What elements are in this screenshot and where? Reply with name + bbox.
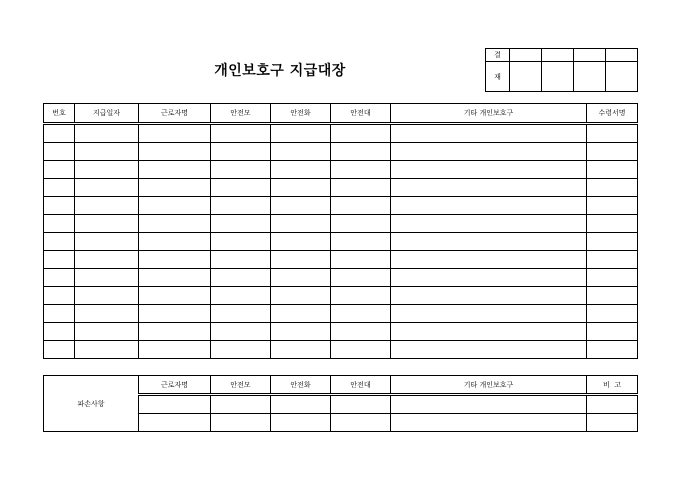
table-cell[interactable] bbox=[75, 197, 139, 215]
header-number: 번호 bbox=[44, 104, 75, 124]
table-cell[interactable] bbox=[271, 179, 331, 197]
damage-header-worker-name: 근로자명 bbox=[139, 376, 211, 395]
table-cell[interactable] bbox=[331, 341, 391, 359]
table-cell[interactable] bbox=[331, 215, 391, 233]
table-cell[interactable] bbox=[44, 341, 75, 359]
table-cell[interactable] bbox=[587, 179, 638, 197]
table-row bbox=[44, 305, 638, 323]
table-row bbox=[44, 287, 638, 305]
table-cell[interactable] bbox=[587, 124, 638, 143]
table-cell[interactable] bbox=[587, 269, 638, 287]
damage-cell[interactable] bbox=[391, 395, 587, 414]
table-cell[interactable] bbox=[75, 161, 139, 179]
table-row bbox=[44, 269, 638, 287]
table-cell[interactable] bbox=[75, 323, 139, 341]
table-cell[interactable] bbox=[211, 143, 271, 161]
table-cell[interactable] bbox=[391, 197, 587, 215]
table-cell[interactable] bbox=[211, 197, 271, 215]
approval-cell[interactable] bbox=[574, 49, 606, 62]
damage-header-remarks: 비 고 bbox=[587, 376, 638, 395]
table-cell[interactable] bbox=[331, 269, 391, 287]
table-cell[interactable] bbox=[44, 323, 75, 341]
table-cell[interactable] bbox=[587, 143, 638, 161]
table-cell[interactable] bbox=[271, 341, 331, 359]
table-cell[interactable] bbox=[75, 305, 139, 323]
table-cell[interactable] bbox=[44, 161, 75, 179]
table-cell[interactable] bbox=[139, 215, 211, 233]
table-cell[interactable] bbox=[139, 124, 211, 143]
table-cell[interactable] bbox=[139, 251, 211, 269]
table-cell[interactable] bbox=[211, 124, 271, 143]
table-cell[interactable] bbox=[331, 323, 391, 341]
table-cell[interactable] bbox=[75, 124, 139, 143]
table-cell[interactable] bbox=[271, 323, 331, 341]
table-cell[interactable] bbox=[75, 251, 139, 269]
table-cell[interactable] bbox=[44, 124, 75, 143]
table-cell[interactable] bbox=[44, 287, 75, 305]
table-cell[interactable] bbox=[75, 143, 139, 161]
header-other-ppe: 기타 개인보호구 bbox=[391, 104, 587, 124]
approval-label-bottom: 재 bbox=[486, 62, 510, 92]
table-cell[interactable] bbox=[391, 323, 587, 341]
table-cell[interactable] bbox=[75, 215, 139, 233]
approval-cell[interactable] bbox=[542, 49, 574, 62]
damage-cell[interactable] bbox=[271, 395, 331, 414]
table-cell[interactable] bbox=[271, 305, 331, 323]
table-cell[interactable] bbox=[75, 233, 139, 251]
damage-header-safety-belt: 안전대 bbox=[331, 376, 391, 395]
table-cell[interactable] bbox=[75, 179, 139, 197]
damage-cell[interactable] bbox=[331, 414, 391, 432]
table-cell[interactable] bbox=[44, 305, 75, 323]
table-row bbox=[44, 341, 638, 359]
table-cell[interactable] bbox=[211, 215, 271, 233]
table-cell[interactable] bbox=[391, 341, 587, 359]
table-cell[interactable] bbox=[139, 323, 211, 341]
table-cell[interactable] bbox=[139, 179, 211, 197]
table-cell[interactable] bbox=[391, 269, 587, 287]
table-cell[interactable] bbox=[391, 287, 587, 305]
approval-box bbox=[485, 48, 638, 92]
damage-cell[interactable] bbox=[587, 414, 638, 432]
table-cell[interactable] bbox=[271, 251, 331, 269]
table-cell[interactable] bbox=[391, 251, 587, 269]
approval-sign-cell[interactable] bbox=[510, 62, 542, 92]
table-row bbox=[44, 233, 638, 251]
table-cell[interactable] bbox=[271, 215, 331, 233]
header-safety-belt: 안전대 bbox=[331, 104, 391, 124]
table-cell[interactable] bbox=[271, 287, 331, 305]
table-cell[interactable] bbox=[331, 143, 391, 161]
approval-cell[interactable] bbox=[510, 49, 542, 62]
table-cell[interactable] bbox=[44, 143, 75, 161]
table-cell[interactable] bbox=[44, 269, 75, 287]
table-cell[interactable] bbox=[211, 287, 271, 305]
table-row bbox=[44, 124, 638, 143]
table-cell[interactable] bbox=[211, 341, 271, 359]
table-cell[interactable] bbox=[139, 341, 211, 359]
table-cell[interactable] bbox=[75, 287, 139, 305]
table-cell[interactable] bbox=[391, 179, 587, 197]
approval-sign-cell[interactable] bbox=[574, 62, 606, 92]
table-cell[interactable] bbox=[44, 251, 75, 269]
table-cell[interactable] bbox=[211, 251, 271, 269]
table-row bbox=[44, 251, 638, 269]
table-cell[interactable] bbox=[75, 341, 139, 359]
table-cell[interactable] bbox=[271, 143, 331, 161]
damage-header-helmet: 안전모 bbox=[211, 376, 271, 395]
table-cell[interactable] bbox=[139, 233, 211, 251]
damage-cell[interactable] bbox=[331, 395, 391, 414]
table-cell[interactable] bbox=[139, 161, 211, 179]
table-row bbox=[44, 215, 638, 233]
table-cell[interactable] bbox=[587, 197, 638, 215]
table-cell[interactable] bbox=[75, 269, 139, 287]
table-row bbox=[44, 323, 638, 341]
table-cell[interactable] bbox=[139, 143, 211, 161]
table-cell[interactable] bbox=[587, 323, 638, 341]
table-row bbox=[44, 161, 638, 179]
damage-table bbox=[43, 375, 638, 432]
table-row bbox=[44, 179, 638, 197]
table-row bbox=[44, 143, 638, 161]
table-cell[interactable] bbox=[587, 341, 638, 359]
table-cell[interactable] bbox=[331, 305, 391, 323]
damage-cell[interactable] bbox=[211, 414, 271, 432]
table-cell[interactable] bbox=[211, 161, 271, 179]
table-cell[interactable] bbox=[391, 124, 587, 143]
table-cell[interactable] bbox=[391, 233, 587, 251]
damage-cell[interactable] bbox=[391, 414, 587, 432]
table-cell[interactable] bbox=[271, 197, 331, 215]
table-cell[interactable] bbox=[331, 124, 391, 143]
damage-cell[interactable] bbox=[271, 414, 331, 432]
header-issue-date: 지급일자 bbox=[75, 104, 139, 124]
table-cell[interactable] bbox=[587, 287, 638, 305]
header-receipt-signature: 수령서명 bbox=[587, 104, 638, 124]
approval-label-top: 결 bbox=[486, 49, 510, 62]
table-cell[interactable] bbox=[211, 323, 271, 341]
table-cell[interactable] bbox=[587, 233, 638, 251]
table-cell[interactable] bbox=[139, 287, 211, 305]
damage-cell[interactable] bbox=[211, 395, 271, 414]
table-cell[interactable] bbox=[331, 179, 391, 197]
page-title: 개인보호구 지급대장 bbox=[214, 63, 346, 79]
table-cell[interactable] bbox=[44, 215, 75, 233]
table-cell[interactable] bbox=[211, 233, 271, 251]
approval-sign-cell[interactable] bbox=[606, 62, 638, 92]
table-cell[interactable] bbox=[271, 269, 331, 287]
header-worker-name: 근로자명 bbox=[139, 104, 211, 124]
table-cell[interactable] bbox=[331, 161, 391, 179]
damage-cell[interactable] bbox=[139, 414, 211, 432]
table-cell[interactable] bbox=[587, 215, 638, 233]
header-helmet: 안전모 bbox=[211, 104, 271, 124]
table-cell[interactable] bbox=[331, 251, 391, 269]
table-cell[interactable] bbox=[331, 233, 391, 251]
table-cell[interactable] bbox=[211, 179, 271, 197]
table-cell[interactable] bbox=[391, 143, 587, 161]
table-cell[interactable] bbox=[44, 233, 75, 251]
table-cell[interactable] bbox=[44, 197, 75, 215]
table-cell[interactable] bbox=[271, 233, 331, 251]
table-cell[interactable] bbox=[271, 124, 331, 143]
table-cell[interactable] bbox=[44, 179, 75, 197]
table-row bbox=[44, 197, 638, 215]
table-cell[interactable] bbox=[331, 197, 391, 215]
table-cell[interactable] bbox=[587, 305, 638, 323]
approval-cell[interactable] bbox=[606, 49, 638, 62]
table-cell[interactable] bbox=[587, 161, 638, 179]
table-cell[interactable] bbox=[391, 215, 587, 233]
header-safety-shoes: 안전화 bbox=[271, 104, 331, 124]
issue-ledger-table bbox=[43, 103, 638, 359]
damage-header-other-ppe: 기타 개인보호구 bbox=[391, 376, 587, 395]
table-cell[interactable] bbox=[211, 269, 271, 287]
damage-cell[interactable] bbox=[139, 395, 211, 414]
damage-cell[interactable] bbox=[587, 395, 638, 414]
table-cell[interactable] bbox=[139, 305, 211, 323]
damage-header-safety-shoes: 안전화 bbox=[271, 376, 331, 395]
damage-row-label: 파손사항 bbox=[44, 376, 139, 432]
table-cell[interactable] bbox=[271, 161, 331, 179]
table-cell[interactable] bbox=[211, 305, 271, 323]
table-cell[interactable] bbox=[587, 251, 638, 269]
table-cell[interactable] bbox=[391, 305, 587, 323]
table-cell[interactable] bbox=[391, 161, 587, 179]
table-cell[interactable] bbox=[331, 287, 391, 305]
table-cell[interactable] bbox=[139, 197, 211, 215]
approval-sign-cell[interactable] bbox=[542, 62, 574, 92]
table-cell[interactable] bbox=[139, 269, 211, 287]
